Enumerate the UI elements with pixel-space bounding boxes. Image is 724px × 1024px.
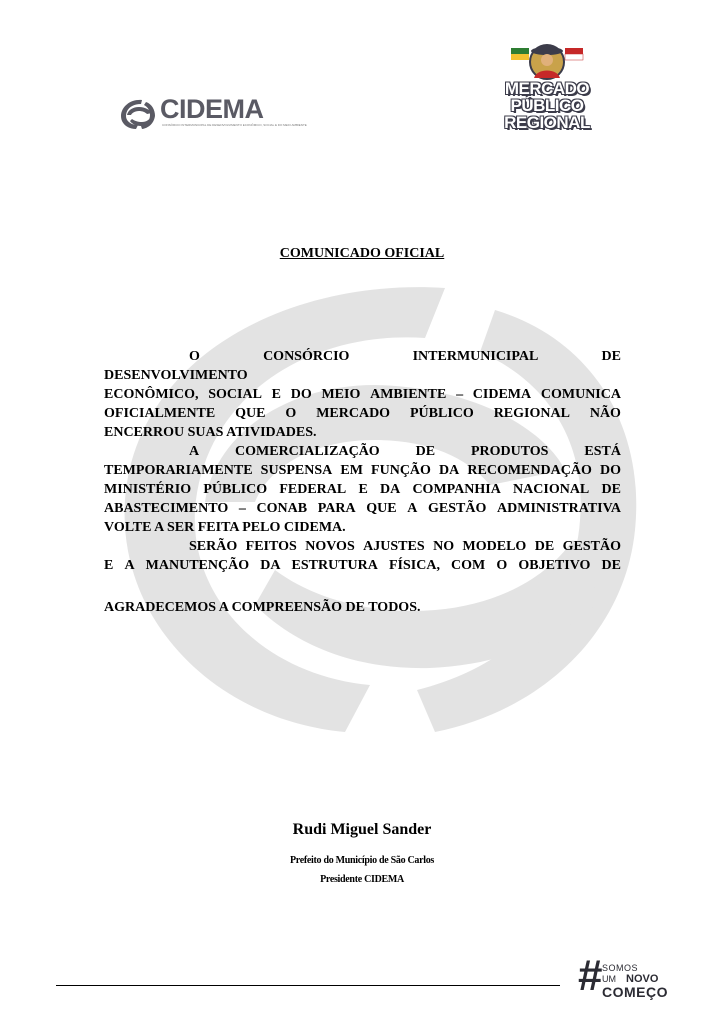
slogan-line2a: UM <box>602 974 616 984</box>
body-word: A <box>124 558 135 573</box>
body-word: MANUTENÇÃO <box>145 558 250 573</box>
hashtag-icon: # <box>578 951 603 1000</box>
body-word: TEMPORARIAMENTE <box>104 463 253 478</box>
body-word: ESTÁ <box>584 444 621 459</box>
footer-rule <box>56 985 560 986</box>
body-word: NÃO <box>589 406 621 421</box>
cidema-logo <box>120 94 307 132</box>
body-word: DESENVOLVIMENTO <box>104 368 248 383</box>
body-word: RECOMENDAÇÃO <box>467 463 592 478</box>
body-word: COMPANHIA <box>412 482 501 497</box>
body-word: SUSPENSA <box>260 463 333 478</box>
body-word: DO <box>290 387 312 402</box>
body-word: ENCERROU SUAS ATIVIDADES. <box>104 425 317 440</box>
body-word: E <box>358 482 368 497</box>
body-word: OFICIALMENTE <box>104 406 216 421</box>
body-line <box>104 518 621 537</box>
body-word: CIDEMA <box>472 387 532 402</box>
body-word: ABASTECIMENTO <box>104 501 229 516</box>
body-word: VOLTE A SER FEITA PELO CIDEMA. <box>104 520 346 535</box>
body-word: SERÃO <box>189 539 238 554</box>
slogan-line1: SOMOS <box>602 963 639 973</box>
cidema-tagline: CONSÓRCIO INTERMUNICIPAL DE DESENVOLVIMENTO ECONÔMICO, SOCIAL E DO MEIO AMBIENTE <box>162 123 307 127</box>
body-word: MODELO <box>462 539 527 554</box>
body-word: PARA <box>317 501 356 516</box>
body-word: NOVOS <box>305 539 355 554</box>
body-line <box>104 499 621 518</box>
body-word: ESTRUTURA <box>291 558 378 573</box>
cidema-swirl-icon <box>120 98 156 130</box>
body-word: A <box>407 501 418 516</box>
body-word: CONAB <box>256 501 308 516</box>
body-word: GESTÃO <box>428 501 487 516</box>
body-word: GESTÃO <box>562 539 621 554</box>
body-word: FEITOS <box>245 539 297 554</box>
body-word: E <box>104 558 114 573</box>
signer-role: Prefeito do Município de São Carlos <box>289 855 435 866</box>
body-line <box>104 404 621 423</box>
body-word: – <box>456 387 464 402</box>
closing-text: AGRADECEMOS A COMPREENSÃO DE TODOS. <box>104 600 421 615</box>
body-line <box>104 366 621 385</box>
body-word: DE <box>601 482 621 497</box>
body-line <box>104 556 621 575</box>
body-word: DE <box>601 558 621 573</box>
body-line <box>104 385 621 404</box>
gaucho-emblem-icon <box>507 40 587 82</box>
body-word: FUNÇÃO <box>371 463 431 478</box>
document-body <box>104 347 621 617</box>
body-line <box>104 480 621 499</box>
body-line <box>104 442 621 461</box>
body-word: MERCADO <box>316 406 391 421</box>
body-word: QUE <box>235 406 266 421</box>
cidema-wordmark: CIDEMA <box>160 94 264 124</box>
body-word: ECONÔMICO, <box>104 387 199 402</box>
body-word: DE <box>534 539 555 554</box>
somos-um-novo-comeco-logo <box>578 951 688 1002</box>
body-word: O <box>285 406 297 421</box>
signer-name: Rudi Miguel Sander <box>292 821 432 838</box>
body-word: PRODUTOS <box>470 444 549 459</box>
body-word: NO <box>433 539 455 554</box>
body-word: E <box>271 387 281 402</box>
mercado-logo-line2: PÚBLICO <box>510 96 584 115</box>
body-word: FÍSICA, <box>388 558 440 573</box>
body-word: COMUNICA <box>540 387 621 402</box>
body-word: COM <box>451 558 486 573</box>
body-line <box>104 461 621 480</box>
body-word: DA <box>439 463 460 478</box>
body-word: EM <box>340 463 363 478</box>
body-line <box>104 537 621 556</box>
body-word: OBJETIVO <box>518 558 591 573</box>
body-word: PÚBLICO <box>409 406 474 421</box>
body-word: DO <box>599 463 621 478</box>
body-word: DA <box>260 558 281 573</box>
body-word: INTERMUNICIPAL <box>412 349 539 364</box>
body-word: – <box>238 501 246 516</box>
body-word: MINISTÉRIO <box>104 482 192 497</box>
body-word: QUE <box>366 501 397 516</box>
body-word: PÚBLICO <box>203 482 268 497</box>
body-word: MEIO <box>321 387 361 402</box>
body-word: REGIONAL <box>493 406 570 421</box>
slogan-line3: COMEÇO <box>602 984 668 1000</box>
body-word: DE <box>601 349 621 364</box>
signer-role: Presidente CIDEMA <box>320 874 404 885</box>
slogan-line2b: NOVO <box>626 973 659 985</box>
body-word: ADMINISTRATIVA <box>497 501 621 516</box>
body-word: DA <box>380 482 401 497</box>
body-word: AMBIENTE <box>370 387 447 402</box>
body-word: DE <box>415 444 436 459</box>
body-word: O <box>189 349 200 364</box>
body-line <box>104 347 621 366</box>
body-word: COMERCIALIZAÇÃO <box>235 444 380 459</box>
mercado-logo-line3: REGIONAL <box>504 113 590 132</box>
body-word: CONSÓRCIO <box>263 349 350 364</box>
body-word: O <box>496 558 508 573</box>
body-line <box>104 423 621 442</box>
body-word: A <box>189 444 200 459</box>
body-word: AJUSTES <box>363 539 425 554</box>
mercado-publico-regional-logo <box>492 40 602 135</box>
closing-line <box>104 598 621 617</box>
body-word: NACIONAL <box>513 482 590 497</box>
mercado-logo-line1: MERCADO <box>504 79 590 98</box>
body-word: FEDERAL <box>279 482 347 497</box>
document-title: COMUNICADO OFICIAL <box>279 246 445 261</box>
body-word: SOCIAL <box>208 387 262 402</box>
